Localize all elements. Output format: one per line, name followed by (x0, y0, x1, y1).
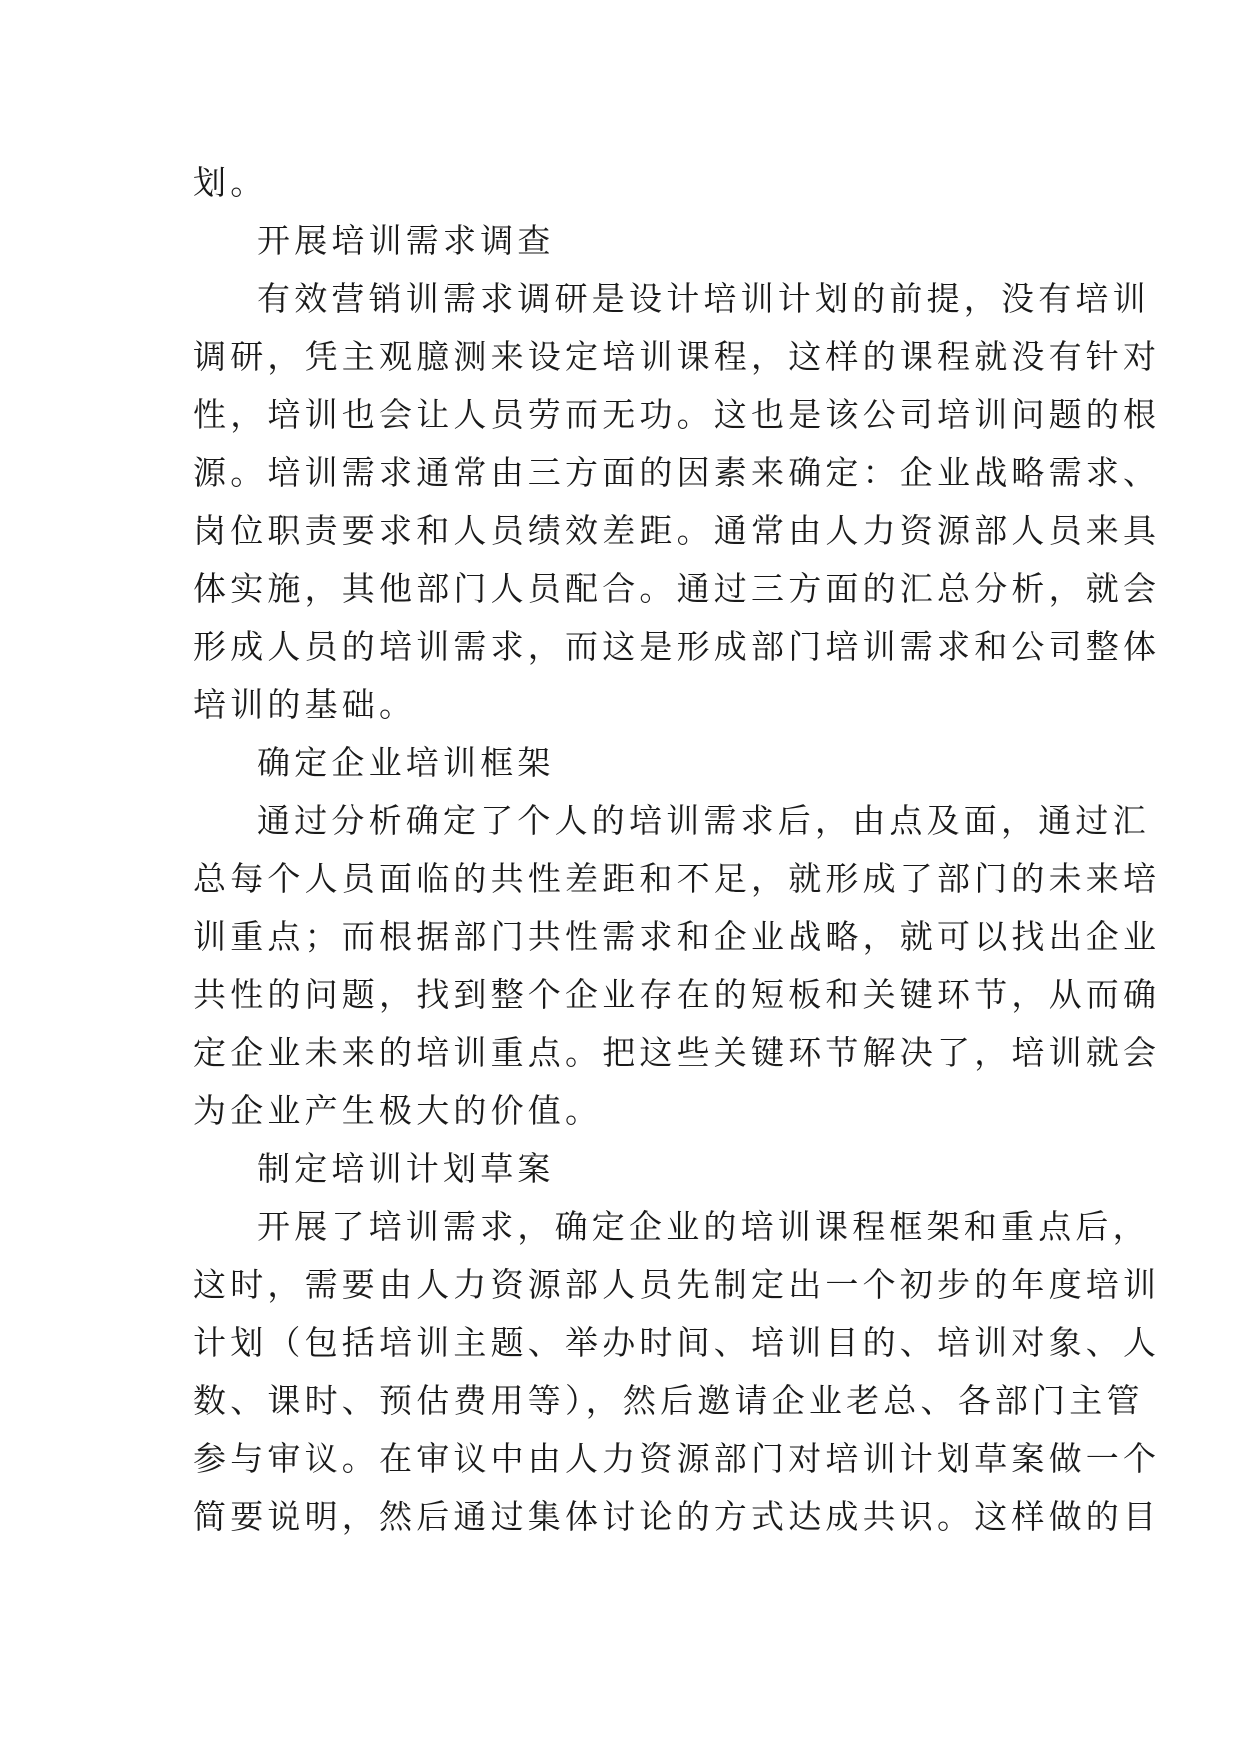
paragraph-line: 共性的问题，找到整个企业存在的短板和关键环节，从而确 (193, 975, 1161, 1014)
paragraph-line: 总每个人员面临的共性差距和不足，就形成了部门的未来培 (193, 859, 1161, 898)
section-heading: 开展培训需求调查 (257, 221, 555, 260)
paragraph-line: 开展了培训需求，确定企业的培训课程框架和重点后， (257, 1207, 1150, 1246)
paragraph-line: 源。培训需求通常由三方面的因素来确定：企业战略需求、 (193, 453, 1161, 492)
paragraph-line: 训重点；而根据部门共性需求和企业战略，就可以找出企业 (193, 917, 1161, 956)
paragraph-line: 这时，需要由人力资源部人员先制定出一个初步的年度培训 (193, 1265, 1161, 1304)
paragraph-line: 性，培训也会让人员劳而无功。这也是该公司培训问题的根 (193, 395, 1161, 434)
paragraph-line: 参与审议。在审议中由人力资源部门对培训计划草案做一个 (193, 1439, 1161, 1478)
paragraph-line: 定企业未来的培训重点。把这些关键环节解决了，培训就会 (193, 1033, 1161, 1072)
section-heading: 确定企业培训框架 (257, 743, 555, 782)
section-heading: 制定培训计划草案 (257, 1149, 555, 1188)
paragraph-line: 数、课时、预估费用等），然后邀请企业老总、各部门主管 (193, 1381, 1144, 1420)
paragraph-line: 简要说明，然后通过集体讨论的方式达成共识。这样做的目 (193, 1497, 1161, 1536)
paragraph-line: 调研，凭主观臆测来设定培训课程，这样的课程就没有针对 (193, 337, 1161, 376)
paragraph-line: 形成人员的培训需求，而这是形成部门培训需求和公司整体 (193, 627, 1161, 666)
paragraph-line: 计划（包括培训主题、举办时间、培训目的、培训对象、人 (193, 1323, 1161, 1362)
paragraph-line: 岗位职责要求和人员绩效差距。通常由人力资源部人员来具 (193, 511, 1161, 550)
paragraph-line: 培训的基础。 (193, 685, 417, 724)
paragraph-line: 有效营销训需求调研是设计培训计划的前提，没有培训 (257, 279, 1150, 318)
paragraph-line: 通过分析确定了个人的培训需求后，由点及面，通过汇 (257, 801, 1150, 840)
continuation-line: 划。 (193, 163, 268, 202)
paragraph-line: 为企业产生极大的价值。 (193, 1091, 603, 1130)
paragraph-line: 体实施，其他部门人员配合。通过三方面的汇总分析，就会 (193, 569, 1161, 608)
